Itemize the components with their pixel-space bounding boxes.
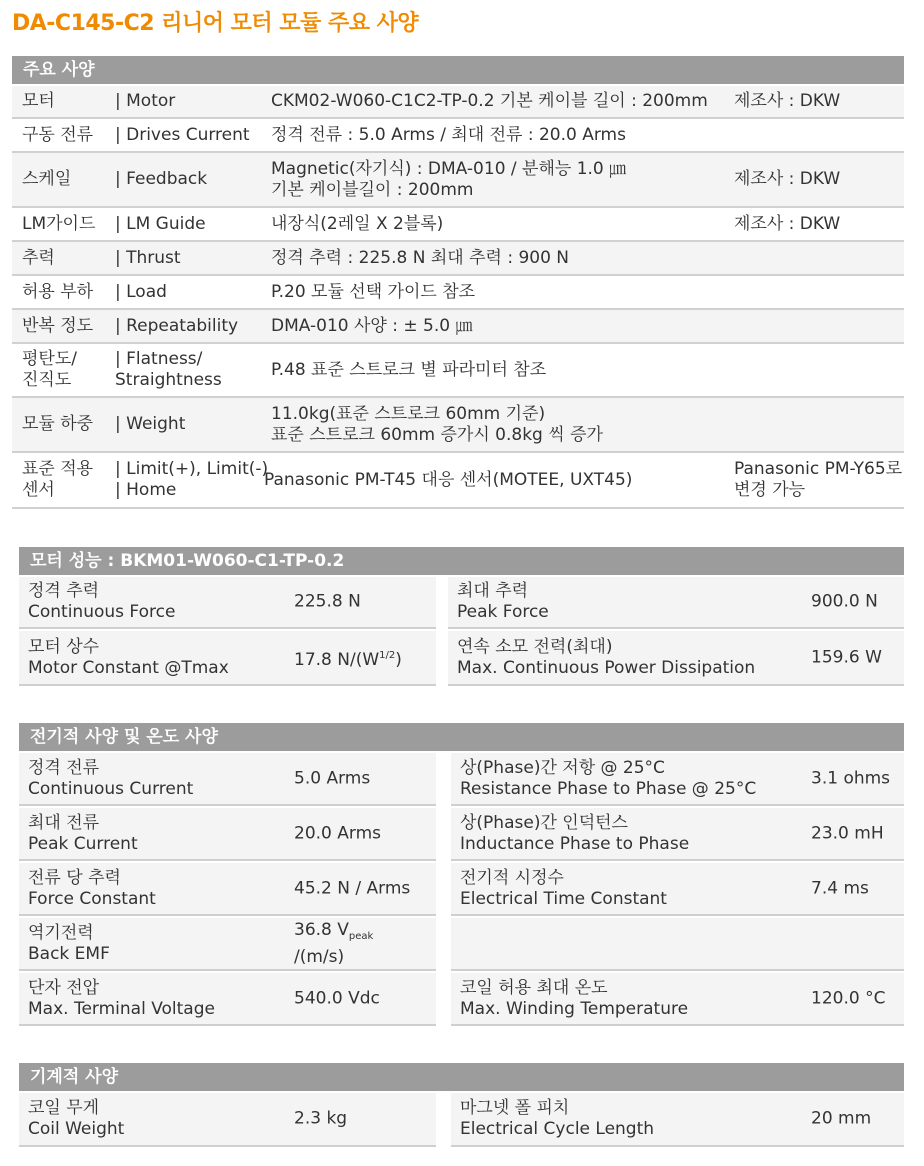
tile-label: 코일 무게 Coil Weight [28,1098,125,1139]
tile-label: 전기적 시정수 Electrical Time Constant [460,867,667,909]
spec-value: CKM02-W060-C1C2-TP-0.2 기본 케이블 길이 : 200mm [271,91,708,111]
spec-tile [19,753,436,806]
spec-row [12,208,904,242]
spec-value: 내장식(2레일 X 2블록) [271,213,444,234]
tile-value: 225.8 N [294,591,361,612]
spec-label-en: | Thrust [115,247,181,268]
spec-extra: Panasonic PM-Y65로 변경 가능 [734,459,903,500]
spec-section-header: 주요 사양 [12,56,904,84]
spec-row [12,398,904,453]
spec-tile [448,631,904,686]
spec-label-ko: 허용 부하 [22,281,94,302]
spec-tile [448,577,904,629]
spec-label-en: | Repeatability [115,315,239,336]
tile-value: 45.2 N / Arms [294,878,411,898]
spec-row [12,153,904,208]
spec-extra: 제조사 : DKW [734,169,841,189]
spec-tile [451,918,904,971]
elec-section-header: 전기적 사양 및 온도 사양 [19,723,904,751]
spec-label-ko: LM가이드 [22,213,96,234]
tile-label: 역기전력 Back EMF [28,922,110,964]
tile-value: 540.0 Vdc [294,988,380,1008]
spec-label-en: | Feedback [115,169,208,189]
spec-label-ko: 구동 전류 [22,124,94,145]
spec-label-en: | LM Guide [115,213,206,234]
tile-value: 20 mm [811,1108,872,1129]
spec-label-en: | Motor [115,91,176,111]
spec-label-ko: 반복 정도 [22,315,94,336]
tile-label: 코일 허용 최대 온도 Max. Winding Temperature [460,977,689,1019]
spec-value: 11.0kg(표준 스트로크 60mm 기준) 표준 스트로크 60mm 증가시 0.8kg 씩 증가 [271,403,603,445]
spec-label-ko: 추력 [22,247,55,268]
mech-section-header: 기계적 사양 [19,1063,904,1091]
spec-value: 정격 전류 : 5.0 Arms / 최대 전류 : 20.0 Arms [271,124,626,145]
spec-value: DMA-010 사양 : ± 5.0 ㎛ [271,315,473,336]
spec-tile [19,1093,436,1147]
spec-tile [19,631,436,686]
tile-value: 20.0 Arms [294,823,381,843]
tile-value: 3.1 ohms [811,768,891,788]
spec-row [12,242,904,276]
spec-label-ko: 평탄도/ 진직도 [22,349,77,390]
tile-label: 정격 전류 Continuous Current [28,757,194,799]
spec-row [12,119,904,153]
spec-row [12,453,904,509]
tile-value: 120.0 °C [811,988,886,1008]
spec-row [12,276,904,310]
spec-value: P.20 모듈 선택 가이드 참조 [271,281,476,302]
motor-section-header: 모터 성능 : BKM01-W060-C1-TP-0.2 [19,547,904,575]
tile-value: 7.4 ms [811,878,869,898]
spec-value: P.48 표준 스트로크 별 파라미터 참조 [271,359,547,380]
spec-label-en: | Load [115,281,167,302]
tile-label: 최대 전류 Peak Current [28,812,138,854]
tile-label: 모터 상수 Motor Constant @Tmax [28,636,229,678]
tile-value: 36.8 $V_{peak}$ /(m/s) [294,919,374,967]
spec-extra: 제조사 : DKW [734,213,841,234]
spec-tile [19,863,436,916]
spec-tile [451,808,904,861]
spec-row [12,344,904,398]
tile-label: 상(Phase)간 인덕턴스 Inductance Phase to Phase [460,812,690,854]
spec-label-ko: 표준 적용 센서 [22,459,94,500]
spec-tile [451,973,904,1026]
spec-tile [19,808,436,861]
spec-value: 정격 추력 : 225.8 N 최대 추력 : 900 N [271,247,570,268]
tile-value: 5.0 Arms [294,768,371,788]
tile-label: 단자 전압 Max. Terminal Voltage [28,977,215,1019]
tile-label: 마그넷 폴 피치 Electrical Cycle Length [460,1098,655,1139]
spec-label-en: | Weight [115,414,186,434]
tile-label: 최대 추력 Peak Force [457,581,549,622]
tile-label: 연속 소모 전력(최대) Max. Continuous Power Dissipation [457,636,756,678]
spec-value: Panasonic PM-T45 대응 센서(MOTEE, UXT45) [264,469,633,490]
tile-value: 17.8 $N/(W^{1/2})$ [294,649,402,670]
spec-label-ko: 스케일 [22,169,72,189]
spec-extra: 제조사 : DKW [734,91,841,111]
spec-row [12,310,904,344]
spec-row [12,86,904,119]
tile-value: 900.0 N [811,591,878,612]
spec-label-en: | Drives Current [115,124,250,145]
spec-label-en: | Flatness/ Straightness [115,349,222,390]
spec-tile [451,863,904,916]
tile-value: 159.6 W [811,647,882,667]
spec-tile [451,753,904,806]
spec-label-en: | Limit(+), Limit(-) | Home [115,459,269,500]
spec-tile [19,577,436,629]
tile-value: 23.0 mH [811,823,884,843]
spec-tile [451,1093,904,1147]
tile-label: 전류 당 추력 Force Constant [28,867,156,909]
page-title: DA-C145-C2 리니어 모터 모듈 주요 사양 [12,11,419,36]
spec-tile [19,973,436,1026]
spec-label-ko: 모터 [22,91,55,111]
tile-label: 상(Phase)간 저항 @ 25°C Resistance Phase to Phase @ 25°C [460,757,757,799]
spec-value: Magnetic(자기식) : DMA-010 / 분해능 1.0 ㎛ 기본 케이블길이 : 200mm [271,158,627,200]
spec-tile [19,918,436,971]
spec-label-ko: 모듈 하중 [22,414,94,434]
tile-value: 2.3 kg [294,1108,348,1129]
tile-label: 정격 추력 Continuous Force [28,581,176,622]
